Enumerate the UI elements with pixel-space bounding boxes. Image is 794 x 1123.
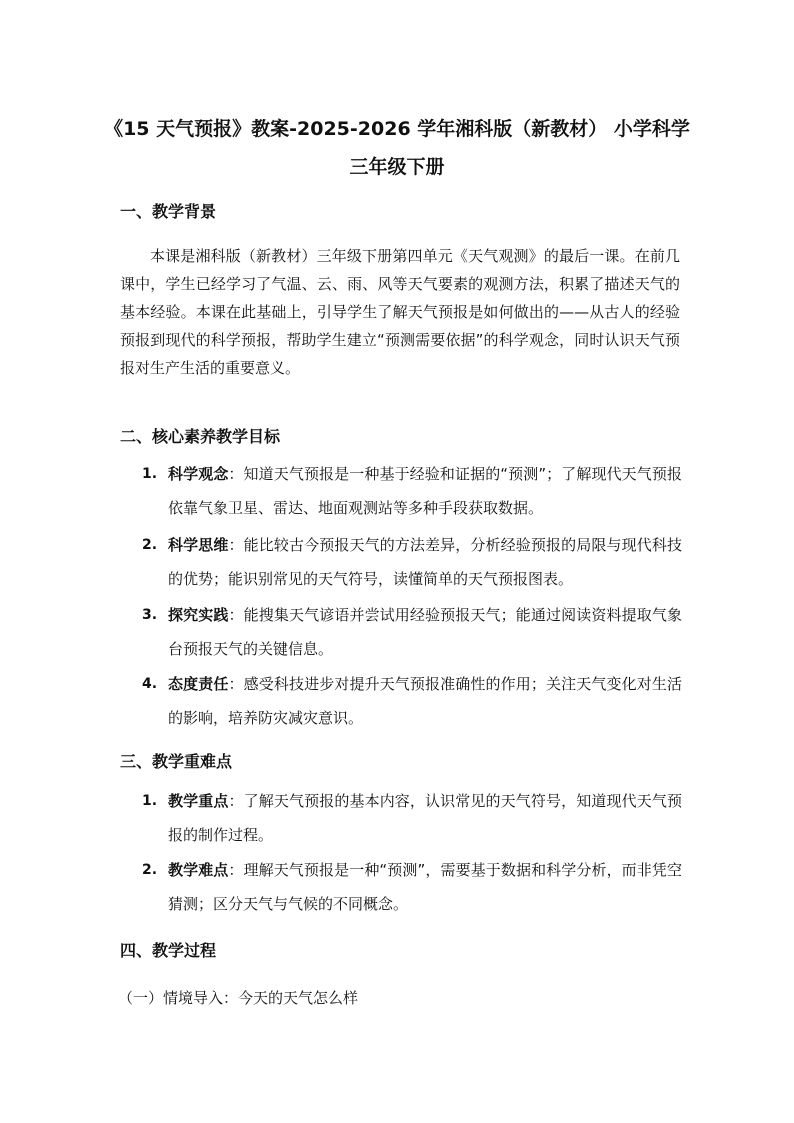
keypoint-text: ：理解天气预报是一种“预测”，需要基于数据和科学分析，而非凭空猜测；区分天气与气候的不同概念。 [168, 861, 682, 913]
goal-term: 科学思维 [168, 536, 229, 554]
list-number: 3. [142, 607, 158, 623]
section-heading-goals: 二、核心素养教学目标 [120, 427, 281, 446]
document-title: 《15 天气预报》教案-2025-2026 学年湘科版（新教材） 小学科学三年级下册 [104, 118, 690, 178]
background-paragraph: 本课是湘科版（新教材）三年级下册第四单元《天气观测》的最后一课。在前几课中，学生已经学习了气温、云、雨、风等天气要素的观测方法，积累了描述天气的基本经验。本课在此基础上，引导学生了解天气预报是如何做出的——从古人的经验预报到现代的科学预报，帮助学生建立“预测需要依据”的科学观念，同时认识天气预报对生产生活的重要意义。 [120, 247, 680, 377]
goal-text: ：能比较古今预报天气的方法差异，分析经验预报的局限与现代科技的优势；能识别常见的天气符号，读懂简单的天气预报图表。 [168, 536, 682, 588]
goal-item [142, 667, 682, 735]
list-number: 2. [142, 537, 158, 553]
list-number: 2. [142, 862, 158, 878]
section-heading-process: 四、教学过程 [120, 941, 217, 960]
goal-term: 探究实践 [168, 606, 229, 624]
section-heading-background: 一、教学背景 [120, 202, 217, 221]
goal-term: 科学观念 [168, 465, 229, 483]
goal-text: ：能搜集天气谚语并尝试用经验预报天气；能通过阅读资料提取气象台预报天气的关键信息。 [168, 606, 682, 658]
list-number: 1. [142, 793, 158, 809]
keypoint-text: ：了解天气预报的基本内容，认识常见的天气符号，知道现代天气预报的制作过程。 [168, 792, 682, 844]
keypoint-term: 教学难点 [168, 861, 229, 879]
goal-item [142, 528, 682, 596]
keypoint-term: 教学重点 [168, 792, 229, 810]
keypoint-item [142, 784, 682, 852]
list-number: 1. [142, 466, 158, 482]
keypoint-item [142, 853, 682, 921]
goal-item [142, 457, 682, 525]
goal-item [142, 598, 682, 666]
process-subheading: （一）情境导入：今天的天气怎么样 [118, 989, 359, 1007]
list-number: 4. [142, 676, 158, 692]
goal-text: ：知道天气预报是一种基于经验和证据的“预测”；了解现代天气预报依靠气象卫星、雷达、地面观测站等多种手段获取数据。 [168, 465, 682, 517]
goal-text: ：感受科技进步对提升天气预报准确性的作用；关注天气变化对生活的影响，培养防灾减灾意识。 [168, 675, 682, 727]
section-heading-keypoints: 三、教学重难点 [120, 752, 233, 771]
goal-term: 态度责任 [168, 675, 229, 693]
